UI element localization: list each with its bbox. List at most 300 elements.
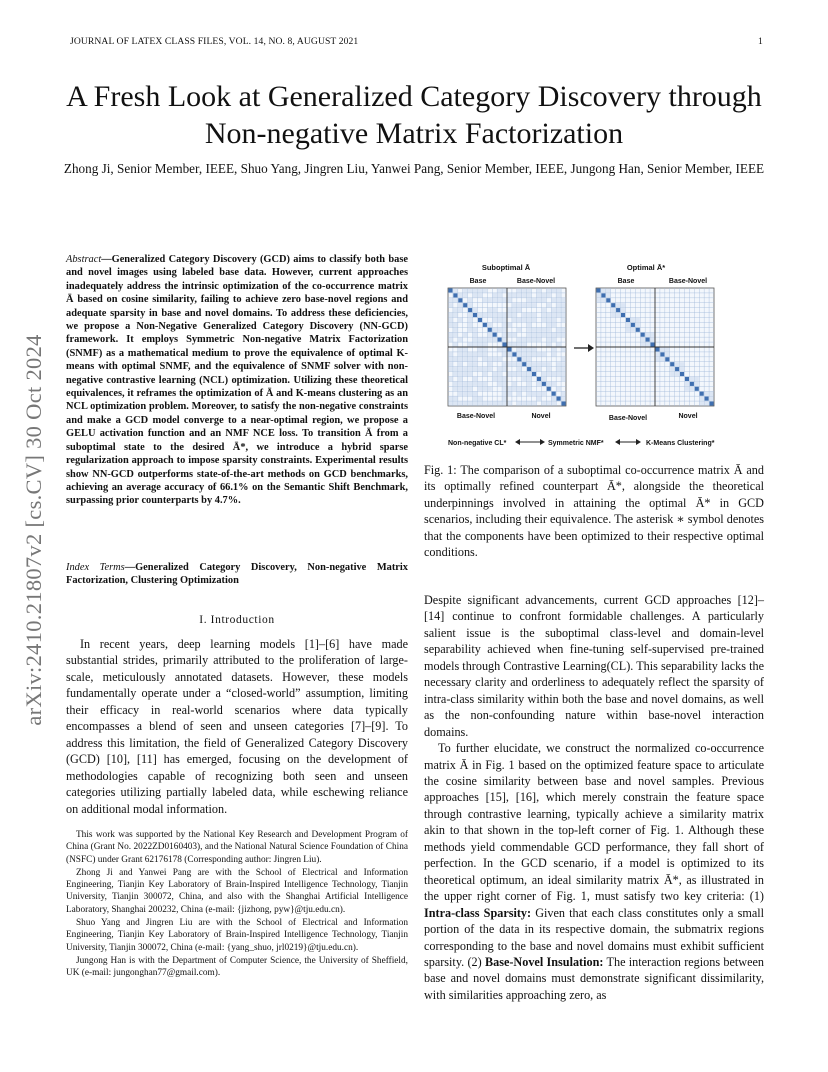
matrix-cell xyxy=(547,303,551,307)
matrix-cell xyxy=(493,318,497,322)
matrix-cell xyxy=(512,318,516,322)
fig-right-top-base: Base xyxy=(617,278,635,285)
matrix-cell xyxy=(621,303,625,307)
matrix-cell xyxy=(631,323,635,327)
matrix-cell xyxy=(547,323,551,327)
matrix-cell xyxy=(532,303,536,307)
matrix-cell xyxy=(690,387,694,391)
matrix-cell xyxy=(458,347,462,351)
paper-authors: Zhong Ji, Senior Member, IEEE, Shuo Yang, Jingren Liu, Yanwei Pang, Senior Member, IEEE, Jungong Han, Senior Member, IEEE xyxy=(63,161,765,176)
matrix-cell xyxy=(522,362,526,366)
matrix-cell xyxy=(453,313,457,317)
paragraph-challenges: Despite significant advancements, current GCD approaches [12]–[14] continue to confront formidable challenges. A particularly salient issue is the suboptimal class-level and domain-level separability achieved when fine-tuning self-supervised pre-trained models through Contrastive Learning(CL). This separability lacks the necessary clarity and orderliness to adequately reflect the sparsity of intra-class similarity within both the base and novel domains, as well as the non-confounding nature within base-novel interaction domains. xyxy=(424,593,764,739)
matrix-cell xyxy=(670,372,674,376)
matrix-cell xyxy=(631,328,635,332)
matrix-cell xyxy=(517,293,521,297)
matrix-cell xyxy=(473,397,477,401)
matrix-cell xyxy=(522,377,526,381)
matrix-cell xyxy=(453,308,457,312)
matrix-cell xyxy=(483,352,487,356)
matrix-cell xyxy=(463,372,467,376)
matrix-cell xyxy=(537,367,541,371)
matrix-cell xyxy=(453,387,457,391)
matrix-cell xyxy=(542,333,546,337)
matrix-cell xyxy=(611,308,615,312)
figure-caption xyxy=(424,462,764,561)
matrix-cell xyxy=(527,313,531,317)
matrix-cell xyxy=(483,347,487,351)
matrix-cell xyxy=(458,382,462,386)
matrix-cell xyxy=(542,298,546,302)
matrix-cell xyxy=(646,338,650,342)
chain-item-ncl: Non-negative CL* xyxy=(448,440,507,447)
matrix-cell xyxy=(665,352,669,356)
paper-title: A Fresh Look at Generalized Category Discovery through Non-negative Matrix Factorization xyxy=(66,80,762,150)
matrix-cell xyxy=(473,333,477,337)
footnote-affiliation-2: Shuo Yang and Jingren Liu are with the School of Electrical and Information Engineering, Tianjin Key Laboratory of Brain-Inspired Intelligence Technology, Tianjin University, Tianjin 300072, China (e-mail: {yang_shuo, jrl0219}@tju.edu.cn). xyxy=(66,918,408,953)
suboptimal-matrix xyxy=(448,288,566,406)
matrix-cell xyxy=(542,372,546,376)
matrix-cell xyxy=(561,392,565,396)
matrix-cell xyxy=(458,338,462,342)
matrix-cell xyxy=(527,293,531,297)
matrix-cell xyxy=(478,293,482,297)
matrix-cell xyxy=(488,401,492,405)
matrix-cell xyxy=(448,323,452,327)
matrix-cell xyxy=(552,397,556,401)
matrix-cell xyxy=(488,298,492,302)
matrix-cell xyxy=(695,377,699,381)
matrix-cell xyxy=(458,298,462,302)
matrix-cell xyxy=(522,342,526,346)
matrix-cell xyxy=(483,372,487,376)
matrix-cell xyxy=(621,308,625,312)
matrix-cell xyxy=(458,392,462,396)
matrix-cell xyxy=(463,352,467,356)
matrix-cell xyxy=(636,318,640,322)
matrix-cell xyxy=(507,362,511,366)
matrix-cell xyxy=(517,288,521,292)
matrix-cell xyxy=(458,293,462,297)
matrix-cell xyxy=(483,342,487,346)
running-header: JOURNAL OF LATEX CLASS FILES, VOL. 14, NO. 8, AUGUST 2021 xyxy=(70,36,359,47)
matrix-cell xyxy=(557,293,561,297)
matrix-cell xyxy=(650,342,654,346)
matrix-cell xyxy=(557,367,561,371)
matrix-cell xyxy=(498,347,502,351)
matrix-cell xyxy=(547,362,551,366)
matrix-cell xyxy=(542,377,546,381)
matrix-cell xyxy=(478,313,482,317)
matrix-cell xyxy=(532,298,536,302)
matrix-cell xyxy=(458,401,462,405)
matrix-cell xyxy=(473,288,477,292)
matrix-cell xyxy=(453,397,457,401)
fig-right-bottom-novel: Novel xyxy=(678,413,698,420)
matrix-cell xyxy=(557,303,561,307)
matrix-cell xyxy=(527,401,531,405)
matrix-cell xyxy=(473,362,477,366)
matrix-cell xyxy=(502,362,506,366)
matrix-cell xyxy=(507,333,511,337)
matrix-cell xyxy=(468,382,472,386)
index-terms-text: —Generalized Category Discovery, Non-negative Matrix Factorization, Clustering Optimization xyxy=(66,562,409,587)
matrix-cell xyxy=(478,401,482,405)
matrix-cell xyxy=(498,367,502,371)
matrix-cell xyxy=(542,293,546,297)
matrix-cell xyxy=(557,372,561,376)
matrix-cell xyxy=(507,308,511,312)
matrix-cell xyxy=(641,342,645,346)
matrix-cell xyxy=(552,298,556,302)
matrix-cell xyxy=(552,308,556,312)
matrix-cell xyxy=(473,377,477,381)
matrix-cell xyxy=(532,318,536,322)
matrix-cell xyxy=(532,392,536,396)
matrix-cell xyxy=(552,401,556,405)
matrix-cell xyxy=(552,372,556,376)
matrix-cell xyxy=(685,387,689,391)
matrix-cell xyxy=(488,323,492,327)
matrix-cell xyxy=(493,308,497,312)
matrix-cell xyxy=(498,318,502,322)
matrix-cell xyxy=(468,313,472,317)
matrix-cell xyxy=(547,387,551,391)
matrix-cell xyxy=(498,298,502,302)
matrix-cell xyxy=(517,392,521,396)
matrix-cell xyxy=(552,318,556,322)
matrix-cell xyxy=(483,313,487,317)
matrix-cell xyxy=(532,352,536,356)
matrix-cell xyxy=(532,367,536,371)
matrix-cell xyxy=(675,367,679,371)
matrix-cell xyxy=(561,377,565,381)
matrix-cell xyxy=(557,298,561,302)
matrix-cell xyxy=(512,333,516,337)
matrix-cell xyxy=(532,333,536,337)
matrix-cell xyxy=(685,382,689,386)
matrix-cell xyxy=(641,338,645,342)
matrix-cell xyxy=(483,323,487,327)
matrix-cell xyxy=(478,342,482,346)
matrix-cell xyxy=(606,298,610,302)
matrix-cell xyxy=(665,347,669,351)
matrix-cell xyxy=(458,362,462,366)
matrix-cell xyxy=(542,318,546,322)
matrix-cell xyxy=(547,342,551,346)
matrix-cell xyxy=(517,367,521,371)
matrix-cell xyxy=(473,313,477,317)
matrix-cell xyxy=(463,333,467,337)
matrix-cell xyxy=(561,303,565,307)
matrix-cell xyxy=(488,308,492,312)
matrix-cell xyxy=(601,293,605,297)
fig-right-top-base-novel: Base-Novel xyxy=(668,278,708,285)
matrix-cell xyxy=(493,357,497,361)
matrix-cell xyxy=(517,372,521,376)
double-arrow-icon xyxy=(515,439,545,445)
matrix-cell xyxy=(483,401,487,405)
fig-left-bottom-base-novel: Base-Novel xyxy=(456,413,496,420)
matrix-cell xyxy=(527,367,531,371)
matrix-cell xyxy=(488,367,492,371)
matrix-cell xyxy=(561,401,565,405)
matrix-cell xyxy=(537,328,541,332)
matrix-cell xyxy=(675,372,679,376)
matrix-cell xyxy=(561,333,565,337)
footnote-affiliation-1: Zhong Ji and Yanwei Pang are with the School of Electrical and Information Engineering, Tianjin Key Laboratory of Brain-Inspired Intelligence Technology, Tianjin University, Tianjin 300072, China, and also with the Shanghai Artificial Intelligence Laboratory, Shanghai 200232, China (e-mail: {jizhong, pyw}@tju.edu.cn). xyxy=(66,867,408,915)
matrix-cell xyxy=(498,401,502,405)
matrix-cell xyxy=(483,288,487,292)
matrix-cell xyxy=(453,367,457,371)
matrix-cell xyxy=(448,362,452,366)
matrix-cell xyxy=(537,338,541,342)
paragraph-elucidate xyxy=(424,740,764,1003)
matrix-cell xyxy=(468,288,472,292)
matrix-cell xyxy=(660,357,664,361)
matrix-cell xyxy=(552,347,556,351)
matrix-cell xyxy=(557,313,561,317)
matrix-cell xyxy=(453,328,457,332)
matrix-cell xyxy=(493,338,497,342)
matrix-cell xyxy=(611,303,615,307)
matrix-cell xyxy=(537,392,541,396)
matrix-cell xyxy=(561,367,565,371)
matrix-cell xyxy=(557,362,561,366)
matrix-cell xyxy=(517,308,521,312)
matrix-cell xyxy=(512,387,516,391)
matrix-cell xyxy=(606,293,610,297)
matrix-cell xyxy=(561,362,565,366)
matrix-cell xyxy=(532,313,536,317)
matrix-cell xyxy=(670,367,674,371)
chain-item-snmf: Symmetric NMF* xyxy=(548,440,604,447)
matrix-cell xyxy=(463,303,467,307)
matrix-cell xyxy=(537,298,541,302)
matrix-cell xyxy=(527,387,531,391)
matrix-cell xyxy=(641,333,645,337)
matrix-cell xyxy=(557,288,561,292)
matrix-cell xyxy=(468,303,472,307)
matrix-cell xyxy=(532,338,536,342)
optimal-matrix xyxy=(596,288,714,406)
matrix-cell xyxy=(493,372,497,376)
term-base-novel-insulation: Base-Novel Insulation: xyxy=(485,954,604,969)
fig-right-title: Optimal Ā* xyxy=(626,263,666,272)
matrix-cell xyxy=(547,328,551,332)
matrix-cell xyxy=(483,367,487,371)
matrix-cell xyxy=(665,357,669,361)
matrix-cell xyxy=(488,338,492,342)
matrix-cell xyxy=(478,397,482,401)
matrix-cell xyxy=(473,367,477,371)
matrix-cell xyxy=(517,347,521,351)
footnotes xyxy=(66,829,408,981)
matrix-cell xyxy=(700,397,704,401)
intro-paragraph: In recent years, deep learning models [1]–[6] have made substantial strides, primarily attributed to the proliferation of large-scale, meticulously annotated datasets. However, these models fundamentally operate under a “closed-world” assumption, limiting their efficacy in real-world scenarios where data typically encompasses a blend of seen and unseen categories [7]–[9]. To address this limitation, the field of Generalized Category Discovery (GCD) [10], [11] has emerged, focusing on the development of methodologies capable of recognizing both seen and unseen categories utilizing partially labeled data, while eschewing reliance on additional modal information. xyxy=(66,637,408,816)
matrix-cell xyxy=(453,357,457,361)
matrix-cell xyxy=(483,338,487,342)
matrix-cell xyxy=(458,367,462,371)
paragraph-elucidate-text-2: Given that each class constitutes only a small portion of the data in its respective domain, the submatrix regions corresponding to the base and novel domains must exhibit sufficient sparsity. (2) xyxy=(424,905,764,969)
matrix-cell xyxy=(448,288,452,292)
matrix-cell xyxy=(453,401,457,405)
matrix-cell xyxy=(527,303,531,307)
matrix-cell xyxy=(473,357,477,361)
matrix-cell xyxy=(502,333,506,337)
matrix-cell xyxy=(547,372,551,376)
matrix-cell xyxy=(458,377,462,381)
matrix-cell xyxy=(502,387,506,391)
matrix-cell xyxy=(537,362,541,366)
matrix-cell xyxy=(512,362,516,366)
matrix-cell xyxy=(527,323,531,327)
matrix-cell xyxy=(542,328,546,332)
matrix-cell xyxy=(705,392,709,396)
matrix-cell xyxy=(463,387,467,391)
right-body xyxy=(424,592,764,1003)
matrix-cell xyxy=(468,362,472,366)
matrix-cell xyxy=(557,328,561,332)
matrix-cell xyxy=(616,308,620,312)
matrix-cell xyxy=(522,401,526,405)
matrix-cell xyxy=(675,362,679,366)
matrix-cell xyxy=(522,347,526,351)
matrix-cell xyxy=(655,347,659,351)
matrix-cell xyxy=(537,397,541,401)
matrix-cell xyxy=(502,367,506,371)
matrix-cell xyxy=(483,382,487,386)
matrix-cell xyxy=(680,367,684,371)
figure-1 xyxy=(436,258,766,454)
matrix-cell xyxy=(468,323,472,327)
matrix-cell xyxy=(517,328,521,332)
matrix-cell xyxy=(502,342,506,346)
matrix-cell xyxy=(502,401,506,405)
matrix-cell xyxy=(478,387,482,391)
matrix-cell xyxy=(502,298,506,302)
matrix-cell xyxy=(463,367,467,371)
matrix-cell xyxy=(596,288,600,292)
footnote-funding: This work was supported by the National Key Research and Development Program of China (Grant No. 2022ZD0160403), and the National Natural Science Foundation of China (NSFC) under Grant 62176178 (Corresponding author: Jingren Liu). xyxy=(66,830,408,865)
matrix-cell xyxy=(542,362,546,366)
matrix-cell xyxy=(463,392,467,396)
matrix-cell xyxy=(502,288,506,292)
matrix-cell xyxy=(512,382,516,386)
matrix-cell xyxy=(448,313,452,317)
matrix-cell xyxy=(522,372,526,376)
matrix-cell xyxy=(542,392,546,396)
matrix-cell xyxy=(498,288,502,292)
matrix-cell xyxy=(547,333,551,337)
matrix-cell xyxy=(709,397,713,401)
matrix-cell xyxy=(468,352,472,356)
matrix-cell xyxy=(532,362,536,366)
matrix-cell xyxy=(527,298,531,302)
matrix-cell xyxy=(606,288,610,292)
matrix-cell xyxy=(468,387,472,391)
matrix-cell xyxy=(473,342,477,346)
matrix-cell xyxy=(507,387,511,391)
matrix-cell xyxy=(522,313,526,317)
matrix-cell xyxy=(527,333,531,337)
matrix-cell xyxy=(463,293,467,297)
matrix-cell xyxy=(478,318,482,322)
matrix-cell xyxy=(542,401,546,405)
matrix-cell xyxy=(458,308,462,312)
matrix-cell xyxy=(512,293,516,297)
matrix-cell xyxy=(690,382,694,386)
index-terms-label: Index Terms xyxy=(66,562,125,573)
matrix-cell xyxy=(636,323,640,327)
matrix-cell xyxy=(498,328,502,332)
matrix-cell xyxy=(537,352,541,356)
matrix-cell xyxy=(458,303,462,307)
matrix-cell xyxy=(532,401,536,405)
matrix-cell xyxy=(453,342,457,346)
matrix-cell xyxy=(650,333,654,337)
matrix-cell xyxy=(695,382,699,386)
intro-body xyxy=(66,636,408,817)
matrix-cell xyxy=(690,377,694,381)
matrix-cell xyxy=(488,387,492,391)
matrix-cell xyxy=(468,357,472,361)
caption-label: Fig. 1: xyxy=(424,463,457,477)
matrix-cell xyxy=(547,318,551,322)
matrix-cell xyxy=(527,338,531,342)
matrix-cell xyxy=(552,313,556,317)
matrix-cell xyxy=(517,357,521,361)
matrix-cell xyxy=(517,318,521,322)
paragraph-elucidate-text-3: The interaction regions between base and novel domains must demonstrate significant dissimilarity, with similarities approaching zero, as xyxy=(424,954,764,1002)
matrix-cell xyxy=(498,338,502,342)
matrix-cell xyxy=(473,382,477,386)
matrix-cell xyxy=(502,313,506,317)
matrix-cell xyxy=(527,372,531,376)
matrix-cell xyxy=(596,293,600,297)
matrix-cell xyxy=(507,293,511,297)
matrix-cell xyxy=(502,347,506,351)
matrix-cell xyxy=(483,357,487,361)
matrix-cell xyxy=(512,342,516,346)
matrix-cell xyxy=(527,288,531,292)
section-heading: I. Introduction xyxy=(199,614,275,626)
matrix-cell xyxy=(527,362,531,366)
matrix-cell xyxy=(448,357,452,361)
matrix-cell xyxy=(561,313,565,317)
matrix-cell xyxy=(537,382,541,386)
matrix-cell xyxy=(542,382,546,386)
matrix-cell xyxy=(478,347,482,351)
matrix-cell xyxy=(502,338,506,342)
matrix-cell xyxy=(448,298,452,302)
double-arrow-icon xyxy=(615,439,641,445)
matrix-cell xyxy=(488,313,492,317)
matrix-cell xyxy=(655,352,659,356)
matrix-cell xyxy=(468,318,472,322)
matrix-cell xyxy=(463,288,467,292)
matrix-cell xyxy=(552,288,556,292)
matrix-cell xyxy=(512,372,516,376)
matrix-cell xyxy=(552,338,556,342)
matrix-cell xyxy=(532,372,536,376)
matrix-cell xyxy=(517,401,521,405)
matrix-cell xyxy=(552,352,556,356)
matrix-cell xyxy=(547,401,551,405)
matrix-cell xyxy=(512,313,516,317)
arrow-icon xyxy=(574,344,594,352)
matrix-cell xyxy=(448,303,452,307)
